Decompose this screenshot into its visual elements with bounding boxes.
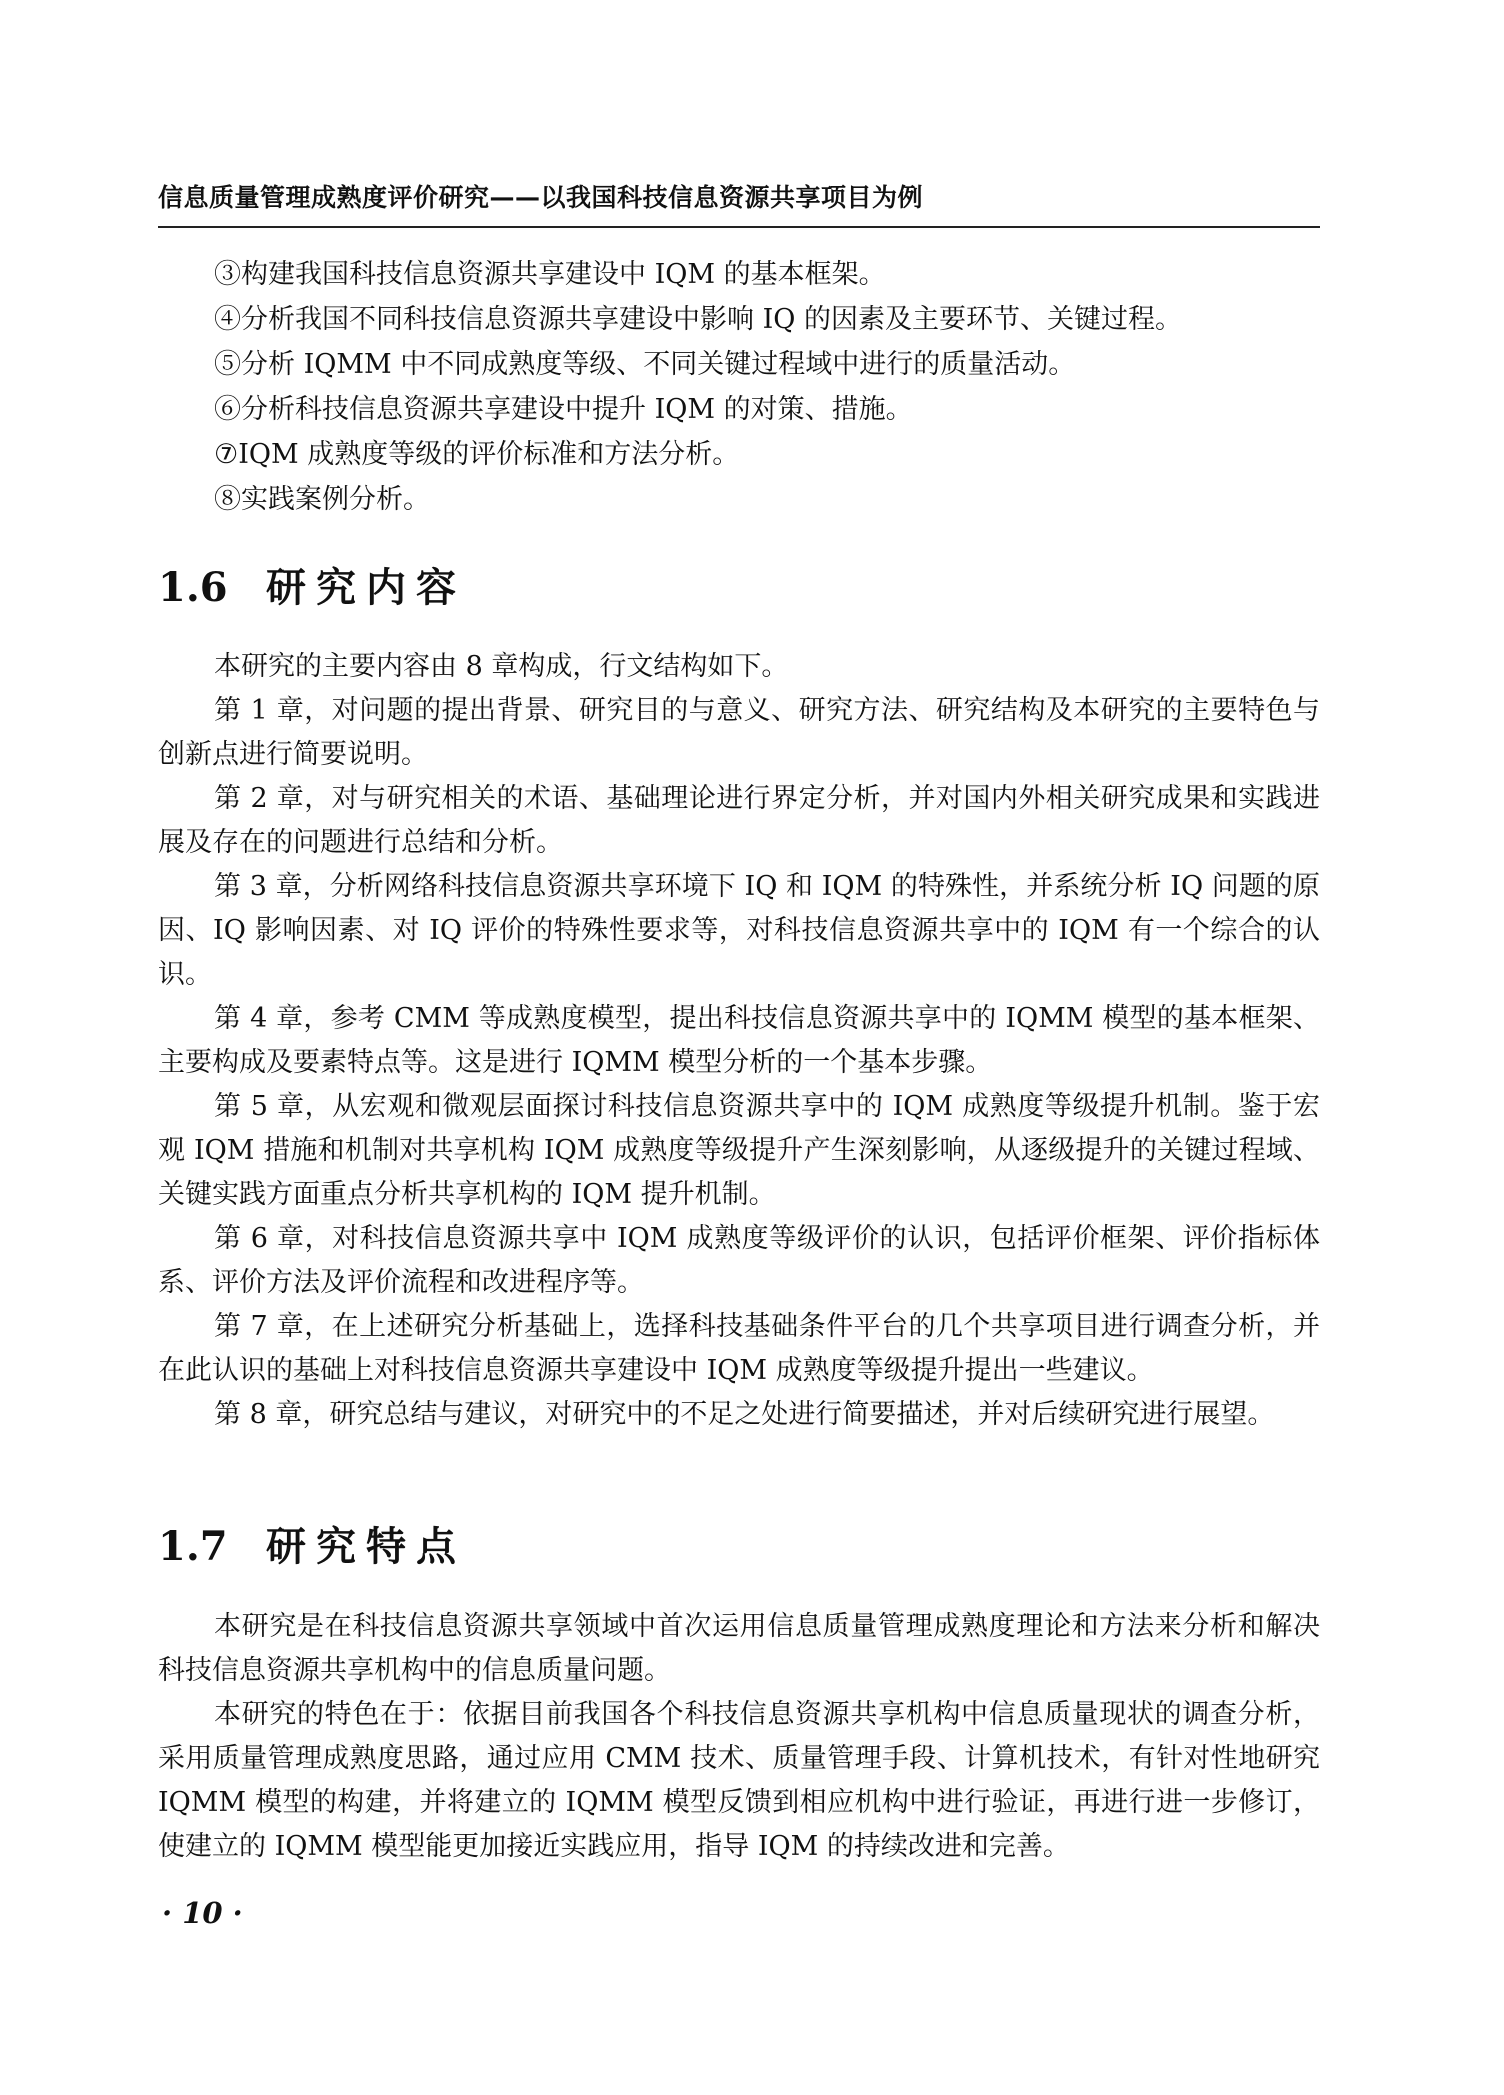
section-number: 1.7 [158,1523,228,1570]
paragraph: 本研究是在科技信息资源共享领域中首次运用信息质量管理成熟度理论和方法来分析和解决科技信息资源共享机构中的信息质量问题。 [158,1611,1320,1686]
paragraph: 第 3 章，分析网络科技信息资源共享环境下 IQ 和 IQM 的特殊性，并系统分析 IQ 问题的原因、IQ 影响因素、对 IQ 评价的特殊性要求等，对科技信息资源共享中的 IQM 有一个综合的认识。 [158,871,1320,990]
section-heading-1-7 [158,1515,466,1572]
list-item: ⑥分析科技信息资源共享建设中提升 IQM 的对策、措施。 [214,394,913,425]
list-item: ③构建我国科技信息资源共享建设中 IQM 的基本框架。 [214,259,886,290]
list-item: ⑤分析 IQMM 中不同成熟度等级、不同关键过程域中进行的质量活动。 [214,349,1076,380]
section-1-6-body [158,645,1320,1437]
list-item: ⑧实践案例分析。 [214,484,430,515]
header-rule [158,226,1320,228]
section-heading-1-6 [158,556,466,613]
paragraph: 本研究的特色在于：依据目前我国各个科技信息资源共享机构中信息质量现状的调查分析，采用质量管理成熟度思路，通过应用 CMM 技术、质量管理手段、计算机技术，有针对性地研究 IQMM 模型的构建，并将建立的 IQMM 模型反馈到相应机构中进行验证，再进行进一步修订，使建立的 IQMM 模型能更加接近实践应用，指导 IQM 的持续改进和完善。 [158,1699,1320,1862]
paragraph: 第 6 章，对科技信息资源共享中 IQM 成熟度等级评价的认识，包括评价框架、评价指标体系、评价方法及评价流程和改进程序等。 [158,1223,1320,1298]
paragraph: 第 5 章，从宏观和微观层面探讨科技信息资源共享中的 IQM 成熟度等级提升机制。鉴于宏观 IQM 措施和机制对共享机构 IQM 成熟度等级提升产生深刻影响，从逐级提升的关键过程域、关键实践方面重点分析共享机构的 IQM 提升机制。 [158,1091,1320,1210]
list-item: ⑦IQM 成熟度等级的评价标准和方法分析。 [214,439,740,470]
paragraph: 第 2 章，对与研究相关的术语、基础理论进行界定分析，并对国内外相关研究成果和实践进展及存在的问题进行总结和分析。 [158,783,1320,858]
section-title: 研究内容 [266,564,466,611]
paragraph: 第 7 章，在上述研究分析基础上，选择科技基础条件平台的几个共享项目进行调查分析，并在此认识的基础上对科技信息资源共享建设中 IQM 成熟度等级提升提出一些建议。 [158,1311,1320,1386]
paragraph: 本研究的主要内容由 8 章构成，行文结构如下。 [214,651,789,682]
section-number: 1.6 [158,564,228,611]
page-number: · 10 · [162,1896,243,1930]
research-tasks-list [158,252,1320,522]
section-title: 研究特点 [266,1523,466,1570]
list-item: ④分析我国不同科技信息资源共享建设中影响 IQ 的因素及主要环节、关键过程。 [214,304,1182,335]
paragraph: 第 4 章，参考 CMM 等成熟度模型，提出科技信息资源共享中的 IQMM 模型的基本框架、主要构成及要素特点等。这是进行 IQMM 模型分析的一个基本步骤。 [158,1003,1320,1078]
paragraph: 第 8 章，研究总结与建议，对研究中的不足之处进行简要描述，并对后续研究进行展望。 [214,1399,1275,1430]
paragraph: 第 1 章，对问题的提出背景、研究目的与意义、研究方法、研究结构及本研究的主要特色与创新点进行简要说明。 [158,695,1320,770]
section-1-7-body [158,1605,1320,1869]
running-header-title: 信息质量管理成熟度评价研究——以我国科技信息资源共享项目为例 [158,183,924,212]
